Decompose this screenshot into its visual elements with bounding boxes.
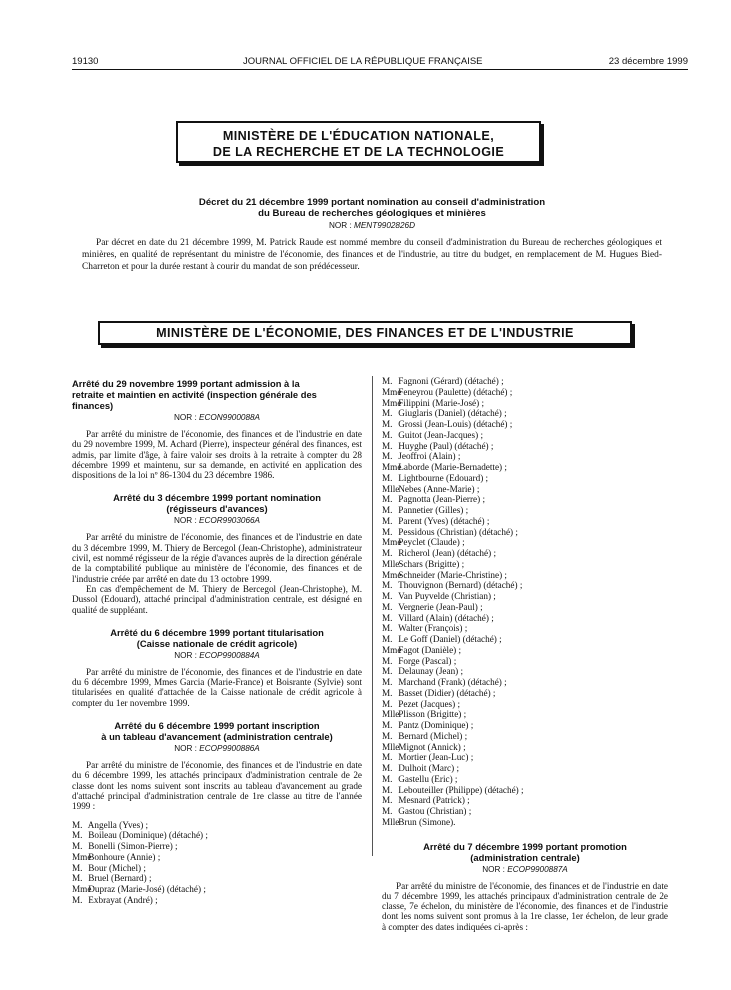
article-title-line: Arrêté du 6 décembre 1999 portant inscription [114,720,320,732]
person-name: Gastou (Christian) ; [396,806,472,816]
civility: Mlle [382,558,400,569]
person-name: Marchand (Frank) (détaché) ; [396,677,507,687]
civility: Mlle [382,709,400,720]
civility: M. [382,795,393,806]
person-name: Grossi (Jean-Louis) (détaché) ; [396,419,513,429]
nor-label: NOR : [173,413,197,422]
article-title [72,492,362,514]
civility: M. [382,548,393,558]
article-title [72,378,362,411]
civility: M. [382,472,393,483]
person-name: Bonhoure (Annie) ; [86,851,161,862]
person-name: Lightbourne (Edouard) ; [396,472,489,483]
nor-label: NOR : [173,516,197,526]
name-list-item [382,806,668,817]
article-body: En cas d'empêchement de M. Thiery de Bercegol (Jean-Christophe), M. Dussol (Edouard), attaché principal d'administration centrale, est désigné en qualité de suppléant. [72,583,362,615]
name-list-item [72,852,362,863]
name-list-item [72,873,362,884]
person-name: Parent (Yves) (détaché) ; [396,515,490,526]
nor-code: ECOP9900887A [507,864,568,874]
person-name: Pessidous (Christian) (détaché) ; [396,526,518,537]
name-list-item [382,666,668,677]
nor-code: ECOP9900886A [199,744,260,754]
person-name: Pannetier (Gilles) ; [396,505,469,515]
decree-article [82,197,662,273]
name-list-item [382,742,668,753]
name-list-item [382,774,668,785]
name-list-item [382,623,668,634]
person-name: Thouvignon (Bernard) (détaché) ; [396,580,523,591]
civility: M. [382,677,393,687]
civility: M. [382,612,393,623]
civility: M. [382,429,393,440]
name-list-item [382,785,668,796]
person-name: Huyghe (Paul) (détaché) ; [396,440,494,451]
article-body: Par arrêté du ministre de l'économie, des finances et de l'industrie en date du 3 décembre 1999, M. Thiery de Bercegol (Jean-Christophe), administrateur civil, est nommé régisseur de la régie d'avances auprès de la direction générale de la comptabilité publique au ministère de l'économie, des finances et de l'industrie créée par arrêté en date du 13 octobre 1999. [72,532,362,584]
article-title-line: Arrêté du 29 novembre 1999 portant admission à la [72,378,300,389]
article-body: Par arrêté du ministre de l'économie, des finances et de l'industrie en date du 6 décembre 1999, Mmes Garcia (Marie-France) et Boisrante (Sylvie) sont titularisées en qualité d'attachée de la Caisse nationale de crédit agricole à compter du 1er novembre 1999. [72,666,362,708]
civility: M. [382,720,393,730]
person-name: Mortier (Jean-Luc) ; [396,752,474,763]
article-title [72,627,362,649]
name-list-item [382,473,668,484]
name-list-item [382,752,668,763]
civility: M. [382,752,393,763]
civility: Mlle [382,483,400,494]
nor-reference [72,650,362,661]
nor-reference [72,515,362,526]
name-list-item [72,863,362,874]
civility: M. [382,655,393,666]
name-list-item [382,376,668,387]
civility: M. [382,494,393,505]
nor-code: MENT9902826D [354,221,415,230]
name-list-item [382,570,668,581]
civility: Mlle [382,816,400,827]
person-name: Richerol (Jean) (détaché) ; [396,548,496,558]
civility: M. [382,505,393,515]
name-list-item [382,548,668,559]
civility: M. [382,591,393,601]
name-list-item [382,580,668,591]
name-list-item [72,841,362,852]
name-list-item [382,516,668,527]
person-name: Vergnerie (Jean-Paul) ; [396,601,483,612]
article-advancement-table [72,720,362,905]
civility: Mme [72,851,92,862]
person-name: Schars (Brigitte) ; [396,558,465,569]
journal-title: JOURNAL OFFICIEL DE LA RÉPUBLIQUE FRANÇAISE [243,56,483,67]
person-name: Guitot (Jean-Jacques) ; [396,429,483,440]
name-list-item [382,387,668,398]
nor-reference [72,743,362,754]
civility: M. [382,376,393,386]
name-list [382,376,668,828]
person-name: Delaunay (Jean) ; [396,666,464,677]
civility: M. [382,601,393,612]
article-title-line: Décret du 21 décembre 1999 portant nomination au conseil d'administration [198,197,546,208]
article-title-line: retraite et maintien en activité (inspection générale des [72,389,317,400]
person-name: Exbrayat (André) ; [86,894,158,905]
article-title [82,197,662,219]
name-list-item [382,817,668,828]
name-list-item [72,830,362,841]
article-body: Par arrêté du ministre de l'économie, des finances et de l'industrie en date du 7 décembre 1999, les attachés principaux d'administration centrale de 2e classe, 7e échelon, du ministère de l'économie, des finances et de l'industrie dont les noms suivent sont promus à la 1re classe, 1er échelon, de leur grade à compter des dates indiquées ci-après : [382,880,668,932]
person-name: Feneyrou (Paulette) (détaché) ; [396,386,513,397]
article-title-line: Arrêté du 6 décembre 1999 portant titularisation [110,626,324,638]
person-name: Giuglaris (Daniel) (détaché) ; [396,408,507,419]
person-name: Mignot (Annick) ; [396,741,466,752]
civility: M. [382,623,393,634]
civility: Mme [382,397,402,408]
civility: Mme [382,569,402,580]
person-name: Bonelli (Simon-Pierre) ; [86,841,178,852]
person-name: Bour (Michel) ; [86,862,146,873]
name-list-item [382,505,668,516]
person-name: Bernard (Michel) ; [396,730,468,741]
civility: M. [382,440,393,451]
person-name: Boileau (Dominique) (détaché) ; [86,830,208,841]
name-list [72,820,362,906]
issue-date: 23 décembre 1999 [608,56,688,67]
column-divider [372,376,373,856]
name-list-item [382,494,668,505]
article-title-line: Arrêté du 3 décembre 1999 portant nomination [113,492,321,504]
article-title-line: du Bureau de recherches géologiques et minières [258,208,486,219]
person-name: Bruel (Bernard) ; [86,873,152,884]
civility: M. [382,784,393,795]
ministry-heading-economy [98,321,632,345]
nor-code: ECON9900088A [199,413,261,422]
person-name: Villard (Alain) (détaché) ; [396,612,494,623]
person-name: Plisson (Brigitte) ; [396,709,467,720]
civility: M. [72,862,83,873]
civility: M. [382,526,393,537]
article-body: Par arrêté du ministre de l'économie, des finances et de l'industrie en date du 29 novembre 1999, M. Achard (Pierre), inspecteur général des finances, est admis, par limite d'âge, à faire valoir ses droits à la retraite à compter du 28 décembre 1999 et maintenu, sur sa demande, en activité en application des dispositions de la loi nº 86-1304 du 23 décembre 1986. [72,429,362,481]
name-list-item [72,895,362,906]
civility: M. [382,580,393,591]
name-list-item [72,884,362,895]
nor-reference [382,864,668,875]
person-name: Le Goff (Daniel) (détaché) ; [396,634,502,644]
ministry-heading-education [176,121,541,163]
nor-label: NOR : [174,650,197,660]
civility: M. [382,634,393,644]
civility: M. [72,873,83,884]
name-list-item [382,634,668,645]
person-name: Van Puyvelde (Christian) ; [396,591,496,601]
name-list-item [382,398,668,409]
civility: Mme [382,462,402,472]
civility: Mme [382,386,402,397]
nor-code: ECOP9900884A [199,650,260,660]
article-title-line: finances) [72,400,114,411]
ministry-heading-line1: MINISTÈRE DE L'ÉDUCATION NATIONALE, [222,129,495,143]
person-name: Jeoffroi (Alain) ; [396,451,461,462]
article-retirement [72,378,362,480]
name-list-item [382,408,668,419]
article-title [382,841,668,863]
person-name: Dupraz (Marie-José) (détaché) ; [86,884,206,895]
article-title-line: (Caisse nationale de crédit agricole) [136,637,298,649]
name-list-item [382,591,668,602]
person-name: Dulhoit (Marc) ; [396,763,460,773]
article-title-line: (administration centrale) [470,851,580,863]
person-name: Mesnard (Patrick) ; [396,795,470,806]
person-name: Laborde (Marie-Bernadette) ; [396,462,507,472]
civility: M. [382,698,393,709]
name-list-item [382,613,668,624]
page-number: 19130 [72,56,99,67]
person-name: Fagot (Danièle) ; [396,644,462,655]
person-name: Pezet (Jacques) ; [396,698,461,709]
civility: M. [382,419,393,429]
civility: M. [72,894,83,905]
name-list-item [382,731,668,742]
civility: M. [382,687,393,698]
civility: M. [382,515,393,526]
person-name: Angella (Yves) ; [86,819,149,830]
person-name: Forge (Pascal) ; [396,655,457,666]
ministry-heading-label: MINISTÈRE DE L'ÉCONOMIE, DES FINANCES ET DE L'INDUSTRIE [156,326,574,340]
name-list-item [382,419,668,430]
person-name: Brun (Simone). [396,816,456,827]
article-nomination [72,492,362,614]
civility: M. [382,773,393,784]
person-name: Lebouteiller (Philippe) (détaché) ; [396,784,524,795]
article-title-line: (régisseurs d'avances) [166,503,268,515]
person-name: Schneider (Marie-Christine) ; [396,569,507,580]
civility: Mme [72,884,92,895]
name-list-item [382,709,668,720]
name-list-item [382,688,668,699]
article-title-line: à un tableau d'avancement (administration centrale) [101,731,333,743]
nor-code: ECOR9903066A [199,516,261,526]
civility: M. [72,841,83,852]
person-name: Filippini (Marie-José) ; [396,397,485,408]
right-column [382,376,668,944]
header-rule [72,69,688,70]
nor-reference [72,412,362,423]
name-list-item [382,699,668,710]
nor-label: NOR : [174,744,197,754]
name-list-item [382,645,668,656]
name-list-item [382,430,668,441]
name-list-item [382,527,668,538]
person-name: Nebes (Anne-Marie) ; [396,483,480,494]
name-list-item [382,656,668,667]
civility: M. [382,806,393,816]
article-body: Par arrêté du ministre de l'économie, des finances et de l'industrie en date du 6 décembre 1999, les attachés principaux d'administration centrale de 2e classe dont les noms suivent sont inscrits au tableau d'avancement au grade d'attaché principal d'administration centrale de 1re classe au titre de l'année 1999 : [72,760,362,812]
name-list-item [382,795,668,806]
name-list-item [382,441,668,452]
left-column [72,378,362,918]
name-list-item [382,559,668,570]
person-name: Peyclet (Claude) ; [396,537,465,548]
name-list-item [382,537,668,548]
ministry-heading-line2: DE LA RECHERCHE ET DE LA TECHNOLOGIE [212,145,505,159]
civility: M. [382,666,393,677]
running-head [72,56,688,68]
name-list-item [382,451,668,462]
person-name: Pantz (Dominique) ; [396,720,474,730]
person-name: Pagnotta (Jean-Pierre) ; [396,494,486,505]
name-list-item [72,820,362,831]
name-list-item [382,763,668,774]
article-body: Par décret en date du 21 décembre 1999, M. Patrick Raude est nommé membre du conseil d'administration du Bureau de recherches géologiques et minières, en qualité de représentant du ministre de l'économie, des finances et de l'industrie, au titre du budget, en remplacement de M. Hugues Bied-Charreton et pour la durée restant à courir du mandat de son prédécesseur. [82,238,662,272]
person-name: Walter (François) ; [396,623,468,634]
nor-label: NOR : [328,221,352,230]
civility: M. [382,408,393,419]
name-list-item [382,720,668,731]
nor-reference [82,220,662,231]
person-name: Fagnoni (Gérard) (détaché) ; [396,376,504,386]
article-title-line: Arrêté du 7 décembre 1999 portant promotion [423,840,627,852]
civility: M. [72,830,83,841]
civility: M. [382,763,393,773]
civility: M. [382,451,393,462]
article-titularisation [72,627,362,708]
nor-label: NOR : [482,864,505,874]
civility: Mlle [382,741,400,752]
civility: M. [72,819,83,830]
civility: Mme [382,537,402,548]
name-list-item [382,462,668,473]
name-list-item [382,677,668,688]
article-promotion [382,841,668,932]
name-list-item [382,602,668,613]
civility: M. [382,730,393,741]
name-list-item [382,484,668,495]
person-name: Gastellu (Eric) ; [396,773,458,784]
civility: Mme [382,644,402,655]
person-name: Basset (Didier) (détaché) ; [396,687,496,698]
article-title [72,720,362,742]
